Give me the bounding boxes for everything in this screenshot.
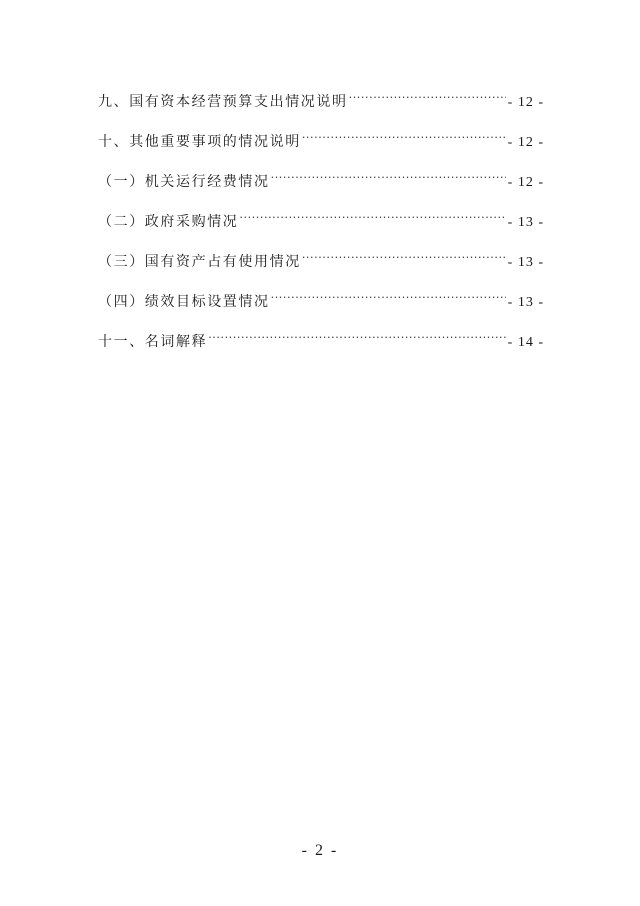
toc-entry-label: （二）政府采购情况 [98,214,239,230]
toc-entry-label: （三）国有资产占有使用情况 [98,254,301,270]
toc-entry-subsection-10-4[interactable] [98,286,544,326]
toc-entry-label: 九、国有资本经营预算支出情况说明 [98,94,348,110]
toc-leader-dots [208,326,505,346]
toc-leader-dots [349,86,506,106]
toc-leader-dots [239,206,505,226]
page-number: - 2 - [301,842,339,859]
toc-entry-page: - 12 - [507,95,544,110]
toc-entry-page: - 14 - [507,335,544,350]
toc-entry-subsection-10-3[interactable] [98,246,544,286]
toc-entry-subsection-10-2[interactable] [98,206,544,246]
toc-entry-section-9[interactable] [98,86,544,126]
toc-entry-page: - 13 - [507,295,544,310]
toc-entry-section-11[interactable] [98,326,544,366]
toc-entry-page: - 12 - [507,175,544,190]
toc-leader-dots [302,246,506,266]
toc-leader-dots [271,286,506,306]
toc-entry-label: （四）绩效目标设置情况 [98,294,270,310]
toc-leader-dots [302,126,506,146]
toc-entry-page: - 13 - [507,255,544,270]
table-of-contents [98,86,544,366]
toc-leader-dots [271,166,506,186]
toc-entry-label: 十一、名词解释 [98,334,208,350]
toc-entry-page: - 13 - [507,215,544,230]
toc-entry-label: 十、其他重要事项的情况说明 [98,134,301,150]
toc-entry-page: - 12 - [507,135,544,150]
toc-entry-subsection-10-1[interactable] [98,166,544,206]
toc-entry-section-10[interactable] [98,126,544,166]
toc-entry-label: （一）机关运行经费情况 [98,174,270,190]
